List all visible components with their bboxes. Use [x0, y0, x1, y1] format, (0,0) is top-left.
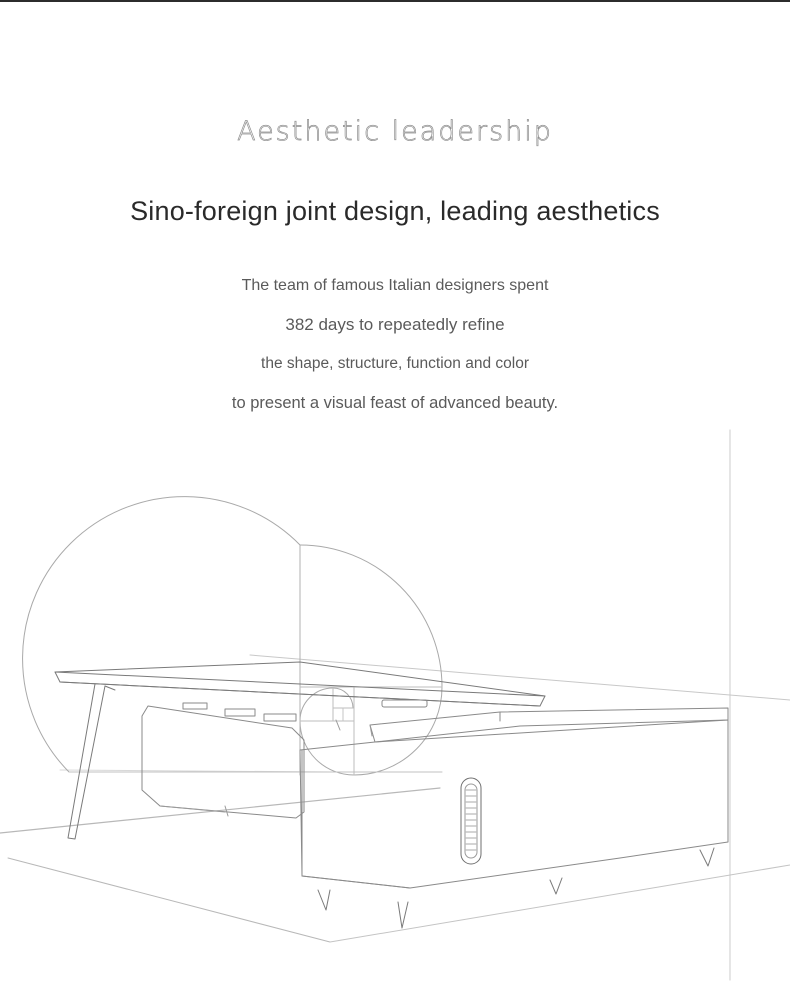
description-text — [0, 270, 790, 426]
office-desk-sketch-with-golden-spiral-icon — [0, 420, 790, 1007]
description-line: The team of famous Italian designers spent — [241, 277, 549, 294]
top-divider — [0, 0, 790, 2]
description-line: the shape, structure, function and color — [261, 355, 529, 372]
description-line: to present a visual feast of advanced beauty. — [231, 394, 559, 412]
section-eyebrow-title: Aesthetic leadership — [237, 116, 553, 147]
section-headline: Sino-foreign joint design, leading aesthetics — [130, 196, 660, 226]
description-line: 382 days to repeatedly refine — [285, 315, 505, 334]
